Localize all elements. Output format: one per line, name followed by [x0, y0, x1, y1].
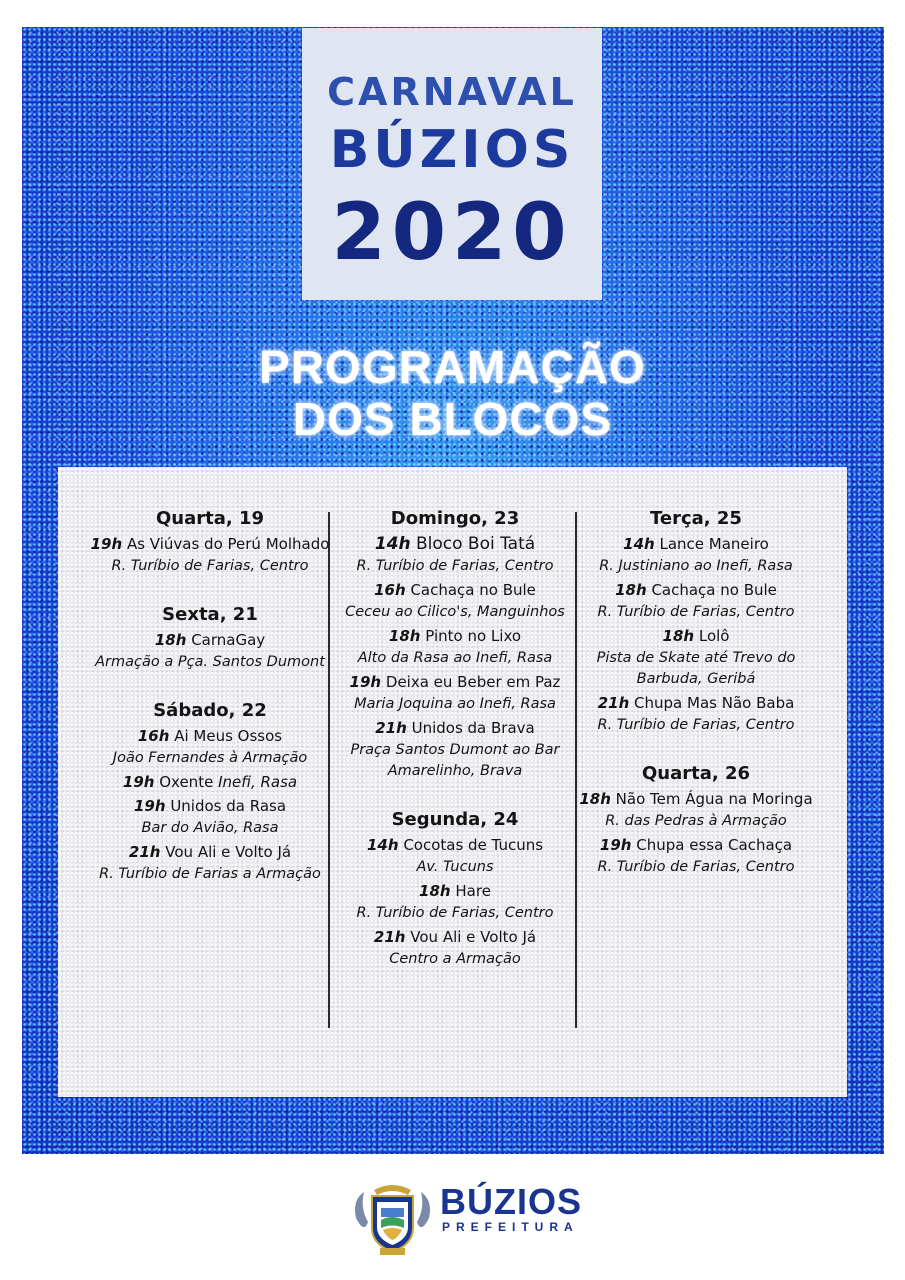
event-item — [330, 625, 580, 669]
footer — [0, 1170, 905, 1270]
event-place: Pista de Skate até Trevo do Barbuda, Geribá — [596, 650, 796, 687]
day-heading: Quarta, 19 — [155, 508, 265, 529]
event-place: R. Turíbio de Farias a Armação — [99, 866, 321, 882]
day-heading: Terça, 25 — [650, 508, 742, 529]
event-item — [571, 625, 821, 690]
event-place: R. Turíbio de Farias, Centro — [597, 859, 795, 875]
event-place: João Fernandes à Armação — [112, 750, 308, 766]
schedule-column-3 — [571, 507, 821, 878]
title-buzios: BÚZIOS — [329, 120, 575, 180]
event-time: 19h — [599, 836, 632, 854]
schedule-column-2 — [330, 507, 580, 970]
event-title — [330, 579, 580, 601]
event-title — [85, 795, 335, 817]
event-name: Deixa eu Beber em Paz — [385, 673, 561, 691]
event-item — [330, 533, 580, 577]
event-time: 21h — [373, 928, 406, 946]
event-title — [571, 692, 821, 714]
event-title — [571, 625, 821, 647]
event-place: R. Justiniano ao Inefi, Rasa — [599, 558, 793, 574]
event-name: Ai Meus Ossos — [174, 727, 283, 745]
subtitle-line-2: DOS BLOCOS — [292, 393, 613, 445]
event-item — [330, 671, 580, 715]
event-title — [330, 671, 580, 693]
event-item — [571, 788, 821, 832]
event-name: Unidos da Brava — [411, 719, 535, 737]
event-time: 18h — [419, 882, 451, 900]
event-time: 19h — [349, 673, 382, 691]
day-heading: Quarta, 26 — [641, 763, 751, 784]
event-name: Cachaça no Bule — [651, 581, 777, 599]
event-time: 19h — [133, 797, 166, 815]
event-title — [85, 771, 335, 793]
event-place: R. Turíbio de Farias, Centro — [356, 558, 554, 574]
event-item — [85, 533, 335, 577]
event-place: Av. Tucuns — [416, 859, 494, 875]
event-name: Hare — [455, 882, 491, 900]
event-time: 18h — [615, 581, 647, 599]
event-time: 18h — [579, 790, 611, 808]
event-item — [571, 579, 821, 623]
event-time: 18h — [662, 627, 695, 645]
event-name: Lance Maneiro — [659, 535, 769, 553]
event-title — [571, 834, 821, 856]
event-item — [85, 771, 335, 793]
subtitle-line-1: PROGRAMAÇÃO — [259, 341, 646, 393]
event-title — [330, 834, 580, 856]
event-place: Alto da Rasa ao Inefi, Rasa — [357, 650, 553, 666]
event-name: Lolô — [698, 627, 730, 645]
event-name: Não Tem Água na Moringa — [615, 790, 813, 808]
event-title — [85, 841, 335, 863]
event-name: Chupa essa Cachaça — [636, 836, 793, 854]
event-place: Inefi, Rasa — [218, 773, 298, 791]
day-heading: Sexta, 21 — [162, 604, 258, 625]
logo-brand: BÚZIOS — [440, 1181, 583, 1222]
schedule-column-1 — [85, 507, 335, 885]
event-name: As Viúvas do Perú Molhado — [126, 535, 330, 553]
event-title — [330, 717, 580, 739]
event-item — [571, 692, 821, 736]
day-heading: Sábado, 22 — [153, 700, 267, 721]
event-item — [330, 926, 580, 970]
event-time: 16h — [374, 581, 406, 599]
event-title — [330, 625, 580, 647]
event-time: 21h — [128, 843, 161, 861]
event-place: Armação a Pça. Santos Dumont — [95, 654, 325, 670]
event-place: R. das Pedras à Armação — [605, 813, 787, 829]
event-title — [85, 629, 335, 651]
event-place: Maria Joquina ao Inefi, Rasa — [354, 696, 556, 712]
event-title — [571, 533, 821, 555]
event-name: Bloco Boi Tatá — [415, 534, 536, 554]
event-title — [85, 533, 335, 555]
title-box — [302, 28, 602, 300]
event-time: 19h — [122, 773, 155, 791]
logo-subtitle: PREFEITURA — [442, 1220, 579, 1234]
event-time: 16h — [137, 727, 170, 745]
event-title — [330, 533, 580, 555]
event-time: 14h — [623, 535, 655, 553]
event-name: Cachaça no Bule — [410, 581, 536, 599]
event-name: Chupa Mas Não Baba — [634, 694, 795, 712]
event-place: R. Turíbio de Farias, Centro — [356, 905, 554, 921]
event-name: Unidos da Rasa — [170, 797, 287, 815]
event-place: R. Turíbio de Farias, Centro — [111, 558, 309, 574]
prefeitura-logo-text — [440, 1182, 582, 1234]
event-item — [330, 717, 580, 782]
title-carnaval: CARNAVAL — [327, 70, 577, 114]
event-name: Vou Ali e Volto Já — [410, 928, 537, 946]
event-place: Bar do Avião, Rasa — [141, 820, 279, 836]
event-time: 21h — [597, 694, 630, 712]
title-year: 2020 — [331, 188, 573, 278]
event-name: Vou Ali e Volto Já — [165, 843, 292, 861]
event-title — [571, 579, 821, 601]
event-item — [85, 629, 335, 673]
event-time: 18h — [154, 631, 187, 649]
event-time: 19h — [90, 535, 123, 553]
event-title — [85, 725, 335, 747]
event-place: R. Turíbio de Farias, Centro — [597, 604, 795, 620]
event-place: Ceceu ao Cilico's, Manguinhos — [345, 604, 565, 620]
event-place: Praça Santos Dumont ao Bar Amarelinho, Brava — [350, 742, 560, 779]
day-heading: Domingo, 23 — [390, 508, 520, 529]
event-place: R. Turíbio de Farias, Centro — [597, 717, 795, 733]
event-time: 21h — [375, 719, 407, 737]
event-name: CarnaGay — [191, 631, 266, 649]
event-name: Pinto no Lixo — [425, 627, 522, 645]
day-heading: Segunda, 24 — [391, 809, 519, 830]
event-item — [85, 841, 335, 885]
event-time: 14h — [374, 534, 411, 554]
event-time: 14h — [366, 836, 399, 854]
event-name: Cocotas de Tucuns — [403, 836, 544, 854]
event-place: Centro a Armação — [389, 951, 521, 967]
event-item — [330, 579, 580, 623]
event-title — [330, 926, 580, 948]
event-item — [330, 834, 580, 878]
event-name: Oxente — [159, 773, 214, 791]
prefeitura-emblem-icon — [350, 1178, 435, 1258]
event-item — [85, 795, 335, 839]
event-item — [571, 834, 821, 878]
event-title — [330, 880, 580, 902]
event-title — [571, 788, 821, 810]
event-item — [571, 533, 821, 577]
event-item — [85, 725, 335, 769]
event-time: 18h — [388, 627, 421, 645]
event-item — [330, 880, 580, 924]
